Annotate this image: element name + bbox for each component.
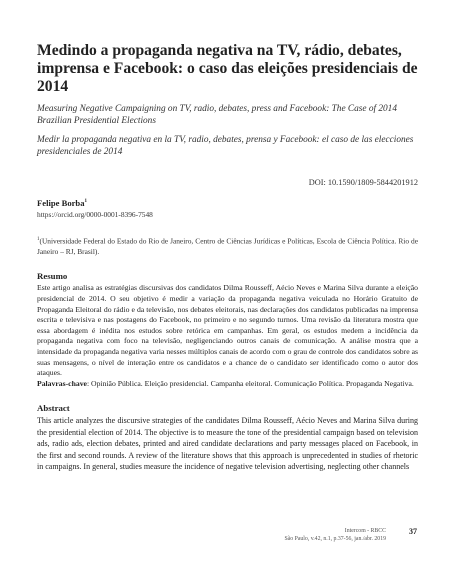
resumo-text: Este artigo analisa as estratégias discursivas dos candidatos Dilma Rousseff, Aécio Neves e Marina Silva durante a eleição presidencial de 2014. O seu objetivo é medir a variação da propaganda negativa veiculada no Horário Gratuito de Propaganda Eleitoral do rádio e da televisão, nos debates eleitorais, nas declarações dos candidatos publicadas na imprensa escrita e televisiva e nas postagens do Facebook, no primeiro e no segundo turnos. Uma revisão da literatura mostra que essa abordagem é inédita nos estudos sobre retórica em campanhas. Em geral, os estudos medem a incidência da propaganda negativa com foco na televisão, negligenciando outros canais de comunicação. A análise mostra que a intensidade da propaganda negativa varia nesses múltiplos canais de acordo com o grau de controle dos candidatos sobre as suas mensagens, o nível de interação entre os candidatos e a chance de o candidato ser identificado como o autor dos ataques. xyxy=(37,283,418,378)
article-title-spanish: Medir la propaganda negativa en la TV, radio, debates, prensa y Facebook: el caso de las elecciones presidenciales de 2014 xyxy=(37,135,414,157)
article-page xyxy=(37,42,418,472)
page-number: 37 xyxy=(409,527,417,536)
abstract-text: This article analyzes the discursive strategies of the candidates Dilma Rousseff, Aécio Neves and Marina Silva during the presidential election of 2014. The objective is to measure the tone of the presidential campaign based on television ads, radio ads, election debates, printed and aired candidate declarations and party messages placed on Facebook, in the first and second rounds. A review of the literature shows that this approach is unprecedented in studies of rhetoric in campaigns. In general, studies measure the incidence of negative television advertising, neglecting other channels xyxy=(37,416,418,472)
keywords-text: : Opinião Pública. Eleição presidencial. Campanha eleitoral. Comunicação Política. Propaganda Negativa. xyxy=(86,378,414,388)
footer-journal: Intercom - RBCC xyxy=(344,528,386,534)
doi-link[interactable]: DOI: 10.1590/1809-5844201912 xyxy=(308,178,418,187)
author-footnote-marker: 1 xyxy=(84,199,88,205)
author-affiliation xyxy=(37,235,418,257)
footer-citation: São Paulo, v.42, n.1, p.37-56, jan./abr. 2019 xyxy=(284,536,386,542)
author-name-text: Felipe Borba xyxy=(37,198,85,208)
page-footer xyxy=(284,527,386,543)
article-title: Medindo a propaganda negativa na TV, rádio, debates, imprensa e Facebook: o caso das eleições presidenciais de 2014 xyxy=(37,42,418,95)
author-orcid-link[interactable]: https://orcid.org/0000-0001-8396-7548 xyxy=(37,210,153,219)
article-title-english: Measuring Negative Campaigning on TV, radio, debates, press and Facebook: The Case of 2014 Brazilian Presidential Elections xyxy=(37,104,397,126)
affiliation-text: (Universidade Federal do Estado do Rio de Janeiro, Centro de Ciências Jurídicas e Políticas, Escola de Ciência Política. Rio de Janeiro – RJ, Brasil). xyxy=(37,236,418,256)
keywords-label: Palavras-chave xyxy=(37,378,87,388)
affiliation-marker: 1 xyxy=(37,237,40,242)
abstract-heading: Abstract xyxy=(37,403,70,414)
resumo-heading: Resumo xyxy=(37,271,68,282)
author-name xyxy=(37,198,418,208)
resumo-keywords xyxy=(37,379,418,390)
